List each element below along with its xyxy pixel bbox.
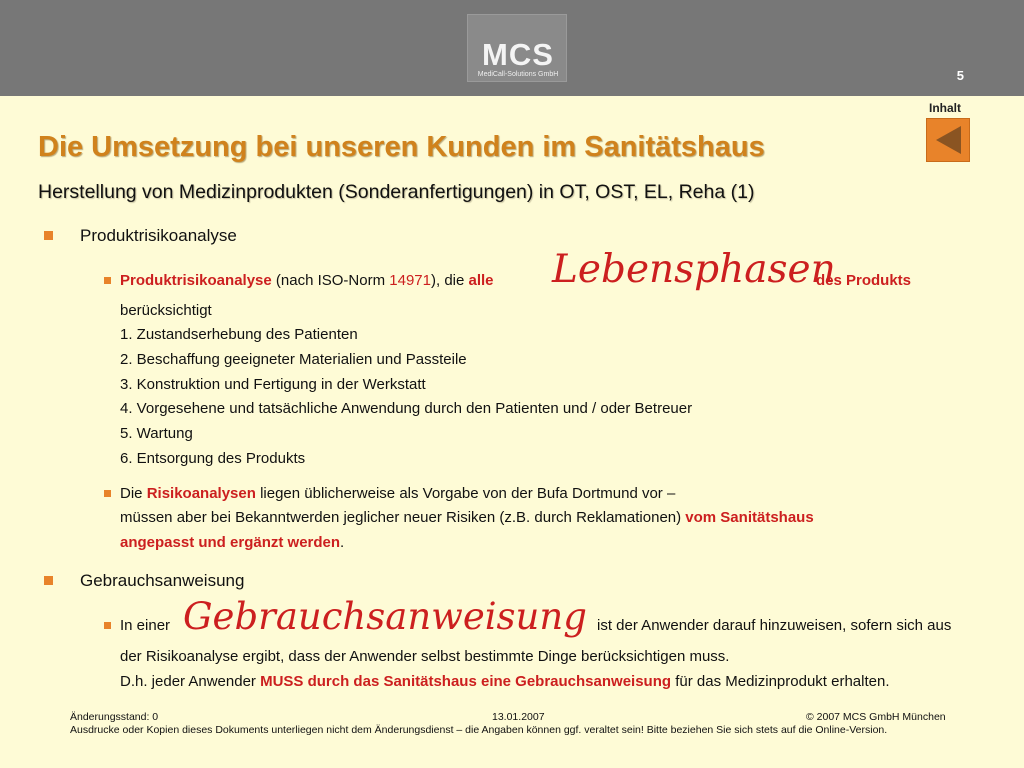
step-item: 1. Zustandserhebung des Patienten [120,326,358,343]
bullet-square-icon [44,576,53,585]
section-heading-gebrauchsanweisung: Gebrauchsanweisung [80,571,245,590]
word-alle: alle [468,272,494,289]
step-item: 6. Entsorgung des Produkts [120,450,306,467]
iso-norm-number: 14971 [389,272,431,289]
term-produktrisikoanalyse: Produktrisikoanalyse [120,272,272,289]
step-item: 3. Konstruktion und Fertigung in der Werkstatt [120,376,426,393]
text-segment: (nach ISO-Norm [271,272,390,289]
mcs-logo [467,14,567,82]
gebrauch-item-prefix: In einer [120,617,171,634]
logo-text: MCS [482,37,554,72]
script-word-gebrauchsanweisung: Gebrauchsanweisung [183,595,587,638]
term-risikoanalysen: Risikoanalysen [146,485,256,502]
footer-copyright: © 2007 MCS GmbH München [806,711,946,723]
risk-item-line2: berücksichtigt [120,302,212,319]
footer-disclaimer: Ausdrucke oder Kopien dieses Dokuments unterliegen nicht dem Änderungsdienst – die Angaben können ggf. veraltet sein! Bitte beziehen Sie sich stets auf die Online-Version. [70,724,888,736]
risikoanalysen-line2 [120,509,814,527]
risk-item-line1 [120,272,494,290]
text-segment: für das Medizinprodukt erhalten. [671,673,890,690]
step-item: 5. Wartung [120,425,193,442]
highlight-angepasst: angepasst und ergänzt werden [120,534,341,551]
step-item: 2. Beschaffung geeigneter Materialien und Passteile [120,351,467,368]
risikoanalysen-line3 [120,534,344,552]
page-subtitle: Herstellung von Medizinprodukten (Sonderanfertigungen) in OT, OST, EL, Reha (1) [38,181,755,203]
script-word-lebensphasen: Lebensphasen [552,247,836,292]
bullet-square-icon [104,490,111,497]
text-segment: ), die [430,272,469,289]
gebrauch-item-line3 [120,673,890,691]
footer-revision: Änderungsstand: 0 [70,711,159,723]
highlight-vom-sanitaetshaus: vom Sanitätshaus [685,509,814,526]
text-segment: Die [120,485,147,502]
text-segment: liegen üblicherweise als Vorgabe von der Bufa Dortmund vor – [255,485,676,502]
header-bar [0,0,1024,96]
highlight-muss: MUSS durch das Sanitätshaus eine Gebrauchsanweisung [260,673,672,690]
text-segment: . [340,534,345,551]
bullet-square-icon [44,231,53,240]
risikoanalysen-line1 [120,485,675,503]
gebrauch-item-line2: der Risikoanalyse ergibt, dass der Anwender selbst bestimmte Dinge berücksichtigen muss. [120,648,730,665]
page-number: 5 [956,68,964,83]
nav-inhalt-label[interactable]: Inhalt [929,101,961,115]
gebrauch-item-after: ist der Anwender darauf hinzuweisen, sofern sich aus [597,617,952,634]
step-item: 4. Vorgesehene und tatsächliche Anwendung durch den Patienten und / oder Betreuer [120,400,693,417]
bullet-square-icon [104,622,111,629]
section-heading-risk: Produktrisikoanalyse [80,226,237,245]
text-segment: D.h. jeder Anwender [120,673,261,690]
risk-item-des-produkts: des Produkts [816,272,912,289]
page-title: Die Umsetzung bei unseren Kunden im Sanitätshaus [38,131,765,163]
footer-date: 13.01.2007 [492,711,545,723]
text-segment: müssen aber bei Bekanntwerden jeglicher neuer Risiken (z.B. durch Reklamationen) [120,509,686,526]
triangle-left-icon [927,119,971,163]
back-to-contents-button[interactable] [926,118,970,162]
bullet-square-icon [104,277,111,284]
logo-subtext: MediCall-Solutions GmbH [477,71,559,78]
